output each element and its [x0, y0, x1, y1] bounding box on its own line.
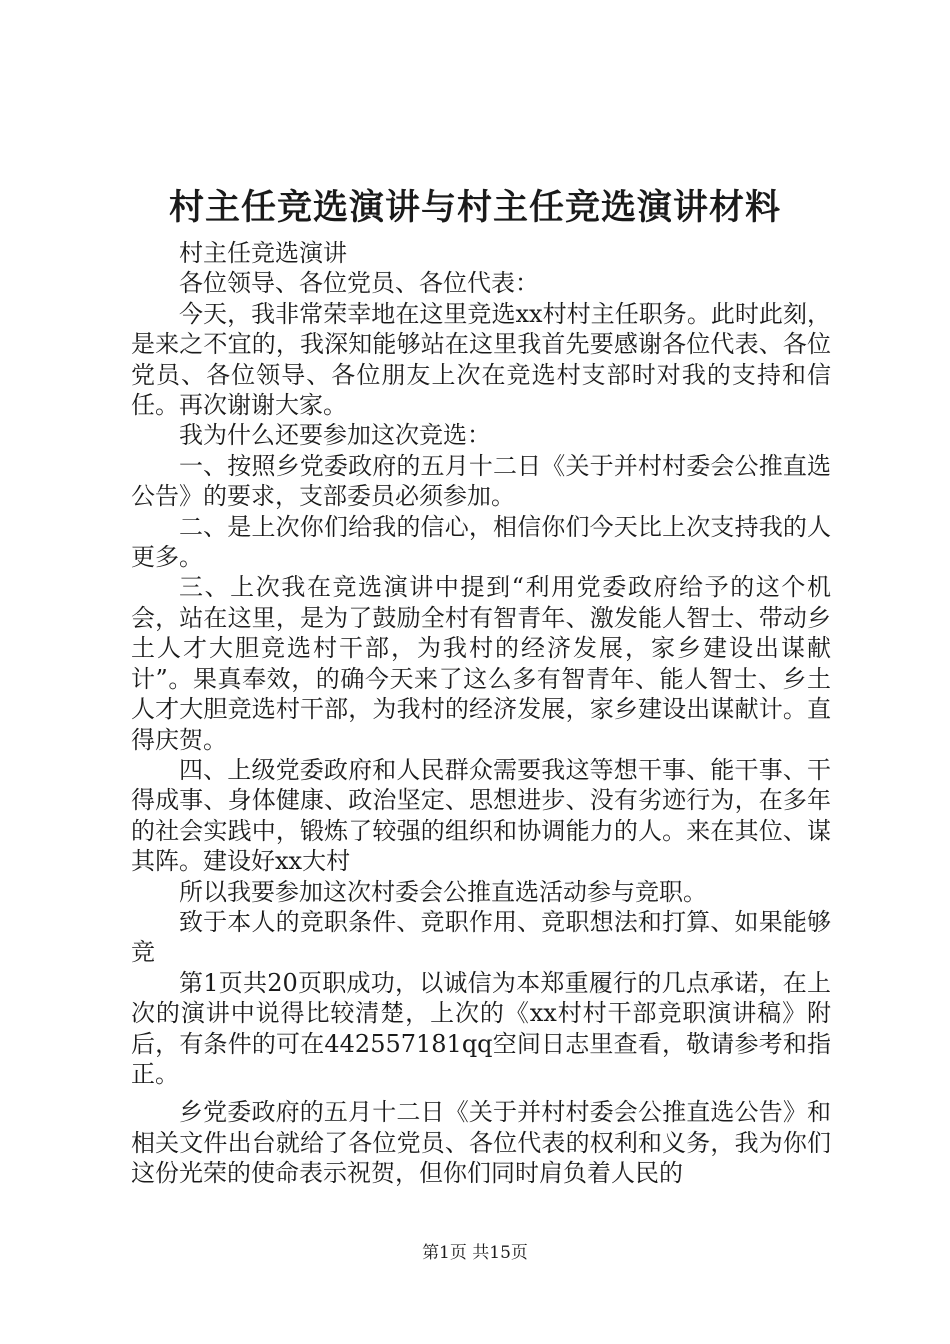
body-paragraph: 二、是上次你们给我的信心，相信你们今天比上次支持我的人更多。	[131, 512, 831, 572]
body-paragraph: 我为什么还要参加这次竞选：	[179, 421, 491, 450]
body-paragraph: 一、按照乡党委政府的五月十二日《关于并村村委会公推直选公告》的要求，支部委员必须参加。	[131, 451, 831, 511]
body-paragraph: 三、上次我在竞选演讲中提到“利用党委政府给予的这个机会，站在这里，是为了鼓励全村有智青年、激发能人智士、带动乡土人才大胆竞选村干部，为我村的经济发展，家乡建设出谋献计”。果真奉效，的确今天来了这么多有智青年、能人智士、乡土人才大胆竞选村干部，为我村的经济发展，家乡建设出谋献计。直得庆贺。	[131, 573, 831, 754]
page-footer: 第1页 共15页	[422, 1243, 528, 1263]
document-title: 村主任竞选演讲与村主任竞选演讲材料	[168, 187, 781, 228]
body-paragraph: 今天，我非常荣幸地在这里竞选xx村村主任职务。此时此刻，是来之不宜的，我深知能够站在这里我首先要感谢各位代表、各位党员、各位领导、各位朋友上次在竞选村支部时对我的支持和信任。再次谢谢大家。	[131, 299, 831, 420]
salutation: 各位领导、各位党员、各位代表：	[179, 269, 539, 298]
body-paragraph: 乡党委政府的五月十二日《关于并村村委会公推直选公告》和相关文件出台就给了各位党员、各位代表的权利和义务，我为你们这份光荣的使命表示祝贺，但你们同时肩负着人民的	[131, 1098, 831, 1188]
body-paragraph: 第1页共20页职成功，以诚信为本郑重履行的几点承诺，在上次的演讲中说得比较清楚，上次的《xx村村干部竞职演讲稿》附后，有条件的可在442557181qq空间日志里查看，敬请参考和指正。	[131, 968, 831, 1088]
section-heading: 村主任竞选演讲	[179, 239, 347, 267]
body-paragraph: 四、上级党委政府和人民群众需要我这等想干事、能干事、干得成事、身体健康、政治坚定、思想进步、没有劣迹行为，在多年的社会实践中，锻炼了较强的组织和协调能力的人。来在其位、谋其阵。建设好xx大村	[131, 755, 831, 876]
body-paragraph: 致于本人的竞职条件、竞职作用、竞职想法和打算、如果能够竞	[131, 907, 831, 967]
body-paragraph: 所以我要参加这次村委会公推直选活动参与竞职。	[179, 877, 707, 906]
document-body	[131, 238, 831, 1189]
